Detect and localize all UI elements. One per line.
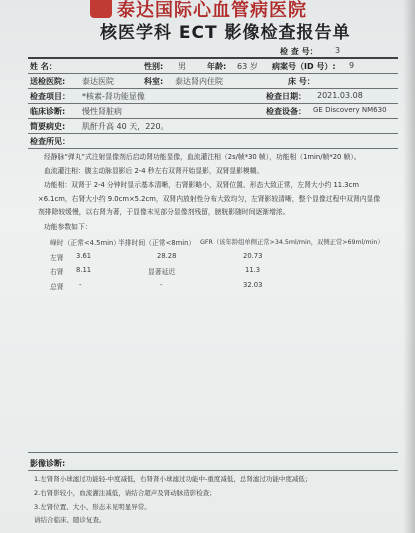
- findings-paragraph: ×6.1cm，右肾大小约 9.0cm×5.2cm，双肾内放射性分布大致均匀，左肾影较清晰，整个显像过程中双肾内显像: [38, 195, 381, 203]
- diagnosis-label: 临床诊断:: [30, 107, 66, 116]
- divider: [28, 118, 398, 119]
- check-no-label: 检 查 号：: [280, 47, 318, 56]
- history-value: 肌酐升高 40 天，220。: [82, 122, 169, 131]
- hospital-name: 泰达国际心血管病医院: [117, 0, 307, 21]
- exam-date-label: 检查日期：: [266, 92, 306, 101]
- impression-line: 请结合临床、随诊复查。: [34, 516, 106, 524]
- hospital-label: 送检医院:: [30, 77, 66, 86]
- age-label: 年龄:: [207, 62, 227, 71]
- impression-title: 影像诊断:: [30, 459, 66, 468]
- table-cell: 显著延迟: [148, 268, 176, 276]
- divider: [28, 57, 398, 59]
- exam-date-value: 2021.03.08: [317, 91, 363, 100]
- impression-line: 2.右肾影较小，血流灌注减低，请结合超声及肾动脉造影检查；: [34, 489, 216, 497]
- divider: [28, 452, 398, 453]
- exam-value: *核素-肾功能显像: [82, 92, 145, 101]
- divider: [28, 73, 398, 74]
- findings-title: 检查所见：: [30, 137, 70, 146]
- table-row-label: 总肾: [50, 283, 64, 291]
- dept-value: 泰达肾内住院: [175, 77, 223, 86]
- table-cell: 8.11: [76, 266, 92, 274]
- diagnosis-value: 慢性肾脏病: [82, 107, 122, 116]
- check-no-value: 3: [335, 46, 341, 55]
- device-value: GE Discovery NM630: [313, 106, 387, 114]
- table-header: 峰时（正常<4.5min）: [50, 239, 121, 247]
- table-cell: 11.3: [245, 266, 261, 274]
- history-label: 简要病史:: [30, 122, 66, 131]
- name-label: 姓 名：: [30, 62, 57, 71]
- table-cell: 32.03: [243, 281, 263, 289]
- table-cell: 20.73: [243, 252, 263, 260]
- table-cell: -: [79, 281, 82, 289]
- impression-line: 1.左肾肾小球滤过功能轻-中度减低，右肾肾小球滤过功能中-重度减低，总肾滤过功能中度减低；: [34, 475, 312, 483]
- gender-label: 性别:: [144, 62, 164, 71]
- table-row-label: 左肾: [50, 254, 64, 262]
- gender-value: 男: [178, 62, 186, 71]
- exam-label: 检查项目：: [30, 92, 70, 101]
- divider: [28, 88, 398, 89]
- case-no-label: 病案号（ID 号）:: [272, 62, 336, 71]
- table-row-label: 右肾: [50, 268, 64, 276]
- bed-label: 床 号：: [288, 77, 315, 86]
- divider: [28, 103, 398, 104]
- divider: [28, 133, 398, 134]
- divider: [28, 470, 398, 471]
- table-header: GFR（该年龄组单侧正常>34.5ml/min，双侧正常>69ml/min）: [200, 239, 384, 246]
- table-cell: -: [160, 281, 163, 289]
- table-header: 半排时间（正常<8min）: [118, 239, 196, 247]
- case-no-value: 9: [349, 61, 355, 70]
- hospital-value: 泰达医院: [82, 77, 114, 86]
- hospital-logo-icon: [90, 0, 112, 18]
- findings-paragraph: 血流灌注相：腹主动脉显影后 2-4 秒左右双肾开始显影，双肾显影模糊。: [44, 167, 264, 175]
- impression-line: 3.左肾位置、大小、形态未见明显异常。: [34, 503, 151, 511]
- divider: [28, 148, 398, 149]
- table-cell: 3.61: [76, 252, 92, 260]
- dept-label: 科室:: [144, 77, 164, 86]
- photo-edge-shadow: [403, 0, 415, 533]
- findings-paragraph: 功能相：双肾于 2-4 分钟时显示基本清晰，右肾影略小，双肾位置、形态大致正常，左肾大小约 11.3cm: [44, 181, 359, 189]
- findings-paragraph: 经静脉“弹丸”式注射显像剂后启动肾功能显像，血流灌注相（2s/帧*30 帧），功能相（1min/帧*20 帧）。: [44, 153, 361, 161]
- device-label: 检查设备：: [266, 107, 306, 116]
- report-title: 核医学科 ECT 影像检查报告单: [100, 23, 351, 43]
- findings-paragraph: 剂排除较缓慢，以右肾为著，于显像末见部分显像剂残留，膀胱影随时间逐渐增浓。: [38, 208, 290, 216]
- params-title: 功能参数如下：: [44, 223, 92, 231]
- table-cell: 28.28: [157, 252, 177, 260]
- age-value: 63 岁: [237, 62, 258, 71]
